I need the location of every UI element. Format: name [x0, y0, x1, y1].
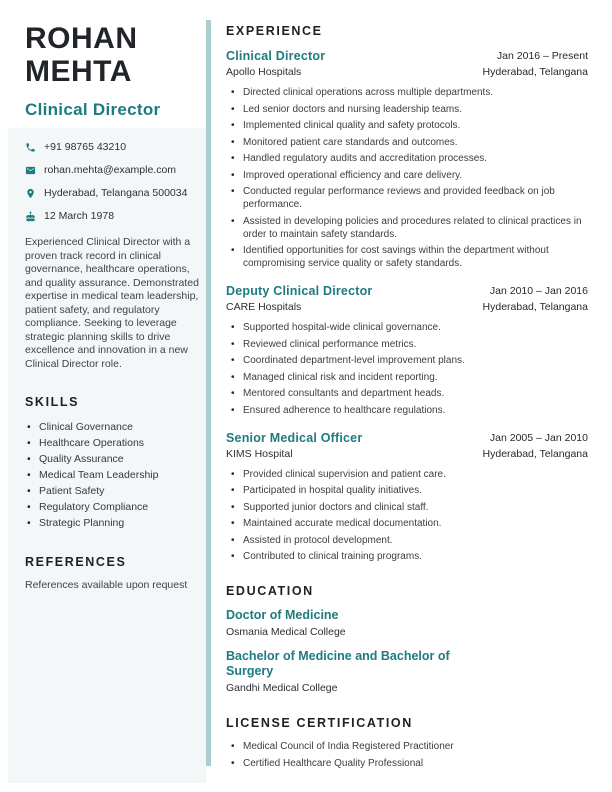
- contact-email: [25, 164, 201, 176]
- contact-location-text: Hyderabad, Telangana 500034: [44, 187, 188, 199]
- job-location: Hyderabad, Telangana: [482, 66, 588, 78]
- job-bullet: • Mentored consultants and department heads.: [226, 387, 588, 400]
- degree-title: Bachelor of Medicine and Bachelor of Surgery: [226, 649, 450, 678]
- education-heading: EDUCATION: [226, 584, 314, 598]
- job-bullet: • Supported junior doctors and clinical staff.: [226, 501, 588, 514]
- job-bullet: • Maintained accurate medical documentation.: [226, 517, 588, 530]
- job-bullet: • Handled regulatory audits and accreditation processes.: [226, 152, 588, 165]
- job-bullet-list: [226, 468, 588, 564]
- skill-item: • Medical Team Leadership: [25, 467, 201, 483]
- contact-phone-text: +91 98765 43210: [44, 141, 127, 153]
- job-entry: [226, 283, 588, 417]
- education-entry: [226, 649, 588, 695]
- job-title: Deputy Clinical Director: [226, 284, 373, 298]
- birthdate-icon: [25, 211, 36, 222]
- job-header: [226, 48, 588, 79]
- job-bullet: • Reviewed clinical performance metrics.: [226, 338, 588, 351]
- job-bullet: • Implemented clinical quality and safety protocols.: [226, 119, 588, 132]
- job-header: [226, 283, 588, 314]
- location-icon: [25, 188, 36, 199]
- candidate-name-line1: ROHAN: [25, 22, 138, 55]
- job-entry: [226, 48, 588, 270]
- main-column: [226, 24, 588, 773]
- contact-phone: [25, 141, 201, 153]
- sidebar: [25, 22, 201, 591]
- degree-title: Doctor of Medicine: [226, 608, 339, 622]
- job-bullet: • Coordinated department-level improvement plans.: [226, 354, 588, 367]
- job-location: Hyderabad, Telangana: [482, 301, 588, 313]
- profile-summary: Experienced Clinical Director with a proven track record in clinical governance, healthcare operations, and quality assurance. Demonstrated expertise in medical team leadership, patient safety, and regulatory compliance. Seeking to leverage strategic planning skills to drive excellence and innovation in a new Clinical Director role.: [25, 236, 199, 370]
- job-bullet: • Directed clinical operations across multiple departments.: [226, 86, 588, 99]
- skill-item: • Healthcare Operations: [25, 435, 201, 451]
- job-bullet: • Identified opportunities for cost savings within the department without compromising service quality or safety standards.: [226, 244, 588, 270]
- job-bullet: • Improved operational efficiency and care delivery.: [226, 169, 588, 182]
- candidate-title: Clinical Director: [25, 100, 161, 119]
- job-bullet: • Assisted in developing policies and procedures related to clinical practices in order to maintain safety standards.: [226, 215, 588, 241]
- job-bullet: • Managed clinical risk and incident reporting.: [226, 371, 588, 384]
- skill-item: • Clinical Governance: [25, 419, 201, 435]
- job-dates: Jan 2005 – Jan 2010: [489, 431, 588, 444]
- references-text: References available upon request: [25, 579, 188, 591]
- job-bullet: • Assisted in protocol development.: [226, 534, 588, 547]
- job-bullet-list: [226, 321, 588, 417]
- job-bullet: • Led senior doctors and nursing leadership teams.: [226, 103, 588, 116]
- contact-birthdate-text: 12 March 1978: [44, 210, 115, 222]
- candidate-name: [25, 22, 201, 88]
- education-entry: [226, 608, 588, 639]
- column-divider: [206, 20, 211, 766]
- job-bullet: • Monitored patient care standards and outcomes.: [226, 136, 588, 149]
- job-company: CARE Hospitals: [226, 301, 302, 313]
- license-item: • Certified Healthcare Quality Professional: [226, 757, 588, 770]
- degree-school: Gandhi Medical College: [226, 682, 338, 694]
- skill-item: • Strategic Planning: [25, 515, 201, 531]
- job-bullet: • Participated in hospital quality initiatives.: [226, 484, 588, 497]
- skill-item: • Regulatory Compliance: [25, 499, 201, 515]
- job-company: Apollo Hospitals: [226, 66, 302, 78]
- skill-item: • Patient Safety: [25, 483, 201, 499]
- experience-heading: EXPERIENCE: [226, 24, 323, 38]
- references-heading: REFERENCES: [25, 555, 127, 569]
- job-bullet: • Supported hospital-wide clinical governance.: [226, 321, 588, 334]
- contact-email-text: rohan.mehta@example.com: [44, 164, 177, 176]
- license-list: [226, 740, 588, 770]
- job-bullet: • Conducted regular performance reviews and provided feedback on job performance.: [226, 185, 588, 211]
- job-title: Senior Medical Officer: [226, 430, 363, 445]
- job-dates: Jan 2010 – Jan 2016: [489, 285, 588, 297]
- contact-birthdate: [25, 210, 201, 222]
- job-bullet: • Provided clinical supervision and patient care.: [226, 468, 588, 481]
- job-header: [226, 430, 588, 461]
- job-bullet: • Contributed to clinical training programs.: [226, 550, 588, 563]
- skill-item: • Quality Assurance: [25, 451, 201, 467]
- email-icon: [25, 165, 36, 176]
- contact-section: [25, 141, 201, 222]
- degree-school: Osmania Medical College: [226, 626, 346, 638]
- job-title: Clinical Director: [226, 49, 326, 63]
- phone-icon: [25, 142, 36, 153]
- job-dates: Jan 2016 – Present: [496, 50, 588, 62]
- contact-location: [25, 187, 201, 199]
- job-company: KIMS Hospital: [226, 447, 293, 460]
- skills-list: [25, 419, 201, 531]
- skills-heading: SKILLS: [25, 395, 80, 409]
- job-bullet: • Ensured adherence to healthcare regulations.: [226, 404, 588, 417]
- candidate-name-line2: MEHTA: [25, 55, 132, 88]
- job-bullet-list: [226, 86, 588, 270]
- job-entry: [226, 430, 588, 564]
- job-location: Hyderabad, Telangana: [482, 447, 588, 460]
- license-item: • Medical Council of India Registered Practitioner: [226, 740, 588, 753]
- license-heading: LICENSE CERTIFICATION: [226, 716, 413, 730]
